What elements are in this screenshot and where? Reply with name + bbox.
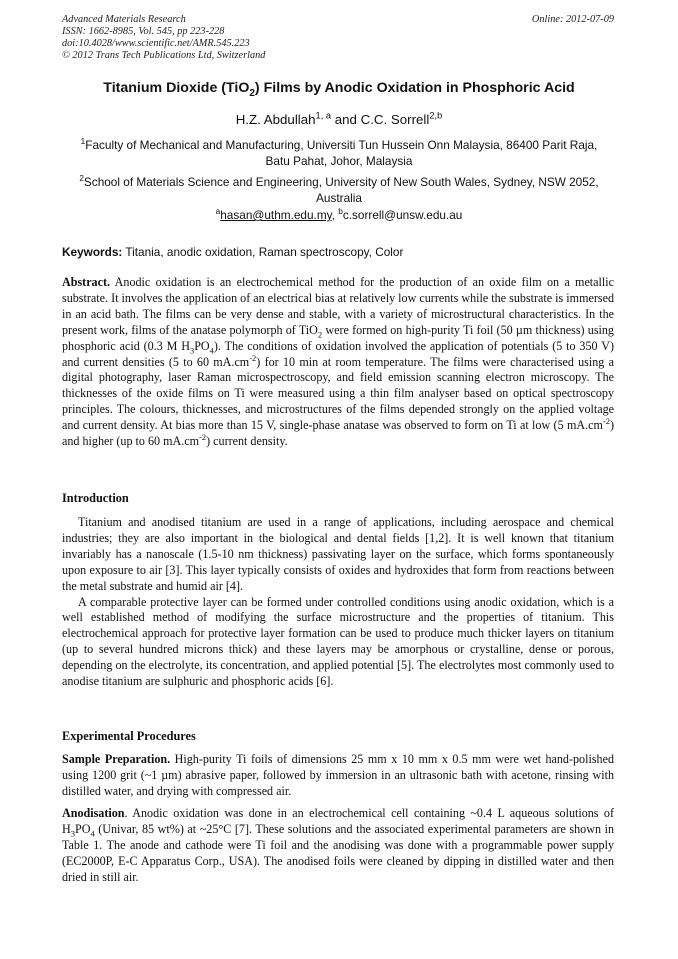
affiliation-1: $^1$Faculty of Mechanical and Manufacturing, Universiti Tun Hussein Onn Malaysia, 86400 Parit Raja, Batu Pahat, Johor, Malaysia (80, 137, 598, 168)
introduction-heading: Introduction (62, 491, 129, 505)
abstract: Abstract. Anodic oxidation is an electrochemical method for the production of an oxide film on a metallic substrate. It involves the application of an electrical bias at relatively low currents while the substrate is immersed in an acid bath. The films can be very dense and stable, with a variety of microstructural characteristics. In the present work, films of the anatase polymorph of TiO$_2$ were formed on high-purity Ti foil (50 µm thickness) using phosphoric acid (0.3 M $H_3PO_4$). The conditions of oxidation involved the application of potentials (5 to 350 V) and current densities (5 to 60 $mA.cm^{-2}$) for 10 min at room temperature. The films were characterised using a digital photography, laser Raman microspectroscopy, and field emission scanning electron microscopy. The thicknesses of the oxide films on Ti were measured using a thin film analyser based on optical spectroscopy principles. The colours, thicknesses, and microstructures of the films depended strongly on the applied voltage and current density. At bias more than 15 V, single-phase anatase was observed to form on Ti at low (5 $mA.cm^{-2}$) and higher (up to 60 $mA.cm^{-2}$) current density. (62, 275, 614, 449)
intro-paragraph-1: Titanium and anodised titanium are used in a range of applications, including aerospace and chemical industries; they are also important in the biological and dental fields [1,2]. It is well known that titanium invariably has a nanoscale (1.5-10 nm thickness) passivating layer on the surface, which forms spontaneously upon exposure to air [3]. This layer typically consists of oxides and hydroxides that form from reactions between the metal substrate and humid air [4]. (62, 515, 614, 593)
keywords: Keywords: Titania, anodic oxidation, Raman spectroscopy, Color (62, 245, 404, 259)
anodisation: Anodisation. Anodic oxidation was done in an electrochemical cell containing ~0.4 L aqueous solutions of $H_3PO_4$ (Univar, 85 wt%) at ~25°C [7]. These solutions and the associated experimental parameters are shown in Table 1. The anode and cathode were Ti foil and the anodising was done with a programmable power supply (EC2000P, E-C Apparatus Corp., USA). The anodised foils were cleaned by dipping in distilled water and then dried in still air. (62, 806, 614, 884)
email-link-a[interactable]: hasan@uthm.edu.my (220, 208, 332, 222)
paper-title: Titanium Dioxide (TiO$_2$) Films by Anodic Oxidation in Phosphoric Acid (103, 80, 575, 99)
journal-issn: ISSN: 1662-8985, Vol. 545, pp 223-228 (62, 26, 225, 37)
experimental-heading: Experimental Procedures (62, 729, 196, 743)
journal-copyright: © 2012 Trans Tech Publications Ltd, Switzerland (62, 50, 266, 61)
author-line: H.Z. Abdullah$^{1, a}$ and C.C. Sorrell$^{2,b}$ (235, 110, 443, 127)
author-1: H.Z. Abdullah (235, 112, 316, 127)
author-2: C.C. Sorrell (360, 112, 430, 127)
affiliation-2: $^2$School of Materials Science and Engineering, University of New South Wales, Sydney, NSW 2052, Australia (79, 174, 599, 205)
email-b: c.sorrell@unsw.edu.au (342, 208, 463, 222)
journal-doi: doi:10.4028/www.scientific.net/AMR.545.223 (62, 38, 250, 49)
journal-name: Advanced Materials Research (62, 14, 186, 25)
author-emails: $^a$hasan@uthm.edu.my, $^b$c.sorrell@unsw.edu.au (215, 207, 463, 222)
online-date: Online: 2012-07-09 (531, 14, 614, 25)
intro-paragraph-2: A comparable protective layer can be formed under controlled conditions using anodic oxidation, which is a well established method of modifying the surface microstructure and the properties of titanium. This electrochemical approach for protective layer formation can be used to produce much thicker layers on titanium (up to several hundred microns thick) and these layers may be amorphous or crystalline, dense or porous, depending on the electrolyte, its concentration, and applied potential [5]. The electrolytes most commonly used to anodise titanium are sulphuric and phosphoric acids [6]. (62, 594, 614, 689)
sample-preparation: Sample Preparation. High-purity Ti foils of dimensions 25 mm x 10 mm x 0.5 mm were wet hand-polished using 1200 grit (~1 µm) abrasive paper, followed by immersion in an ultrasonic bath with acetone, rinsing with distilled water, and drying with compressed air. (62, 752, 614, 798)
journal-header (62, 14, 265, 62)
introduction-body (62, 515, 614, 690)
